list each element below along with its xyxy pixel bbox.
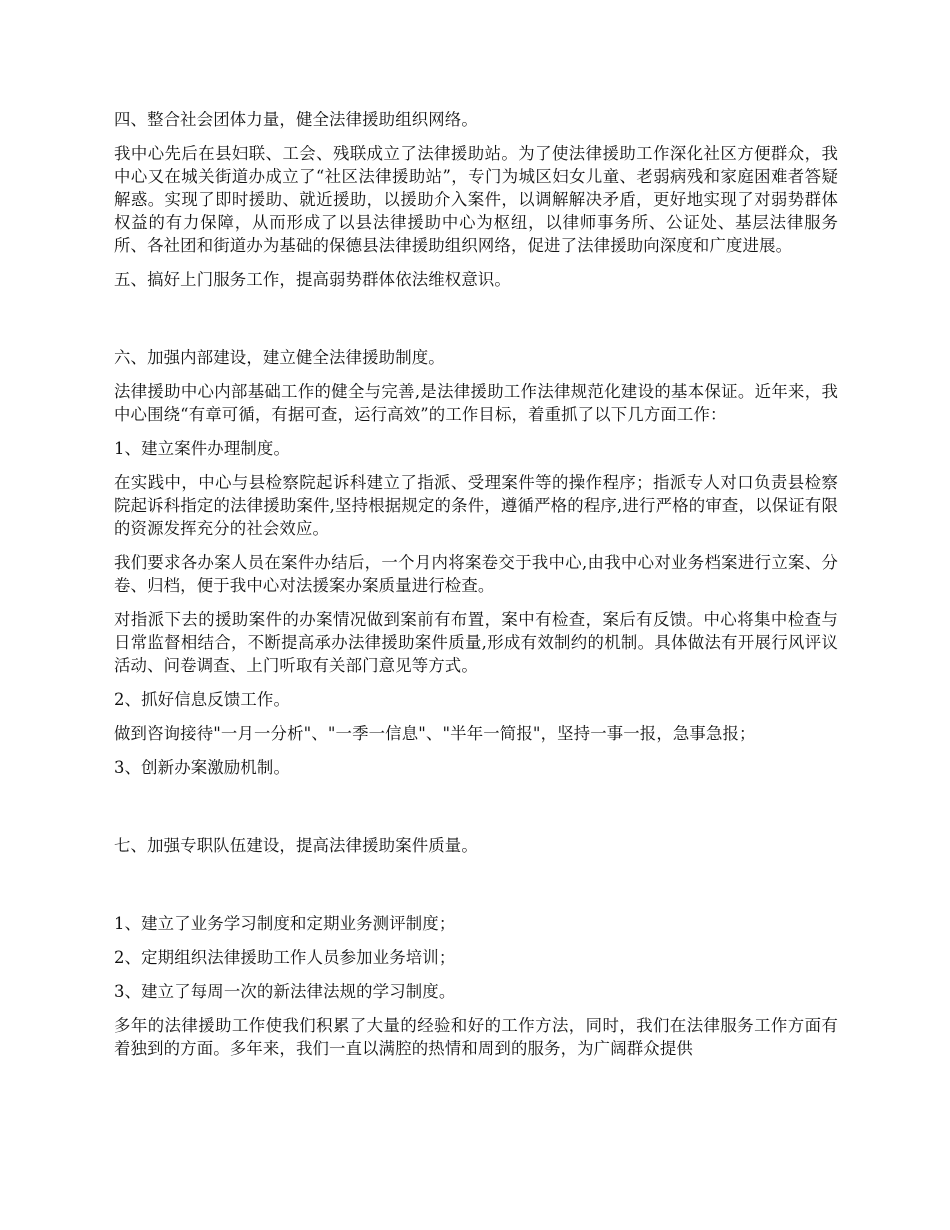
section-heading-5: 五、搞好上门服务工作，提高弱势群体依法维权意识。: [114, 270, 511, 289]
paragraph: 我们要求各办案人员在案件办结后，一个月内将案卷交于我中心,由我中心对业务档案进行立案、分卷、归档，便于我中心对法援案办案质量进行检查。: [114, 553, 838, 595]
list-item-heading: 2、抓好信息反馈工作。: [114, 690, 290, 709]
paragraph: 在实践中，中心与县检察院起诉科建立了指派、受理案件等的操作程序；指派专人对口负责县检察院起诉科指定的法律援助案件,坚持根据规定的条件，遵循严格的程序,进行严格的审查，以保证有限的资源发挥充分的社会效应。: [114, 473, 838, 538]
list-item: 2、定期组织法律援助工作人员参加业务培训；: [114, 948, 456, 967]
paragraph: 对指派下去的援助案件的办案情况做到案前有布置，案中有检查，案后有反馈。中心将集中检查与日常监督相结合，不断提高承办法律援助案件质量,形成有效制约的机制。具体做法有开展行风评议活动、问卷调查、上门听取有关部门意见等方式。: [114, 610, 838, 675]
list-item: 3、建立了每周一次的新法律法规的学习制度。: [114, 982, 456, 1001]
section-heading-7: 七、加强专职队伍建设，提高法律援助案件质量。: [114, 836, 478, 855]
paragraph: 做到咨询接待"一月一分析"、"一季一信息"、"半年一简报"，坚持一事一报，急事急报；: [114, 724, 756, 743]
document-body: [114, 108, 838, 1060]
paragraph: 法律援助中心内部基础工作的健全与完善,是法律援助工作法律规范化建设的基本保证。近年来，我中心围绕“有章可循，有据可查，运行高效”的工作目标，着重抓了以下几方面工作：: [114, 382, 838, 424]
list-item-heading: 3、创新办案激励机制。: [114, 758, 290, 777]
section-heading-4: 四、整合社会团体力量，健全法律援助组织网络。: [114, 110, 478, 129]
paragraph: 我中心先后在县妇联、工会、残联成立了法律援助站。为了使法律援助工作深化社区方便群众，我中心又在城关街道办成立了“社区法律援助站”，专门为城区妇女儿童、老弱病残和家庭困难者答疑解惑。实现了即时援助、就近援助，以援助介入案件，以调解解决矛盾，更好地实现了对弱势群体权益的有力保障，从而形成了以县法律援助中心为枢纽，以律师事务所、公证处、基层法律服务所、各社团和街道办为基础的保德县法律援助组织网络，促进了法律援助向深度和广度进展。: [114, 144, 838, 255]
list-item: 1、建立了业务学习制度和定期业务测评制度；: [114, 914, 456, 933]
list-item-heading: 1、建立案件办理制度。: [114, 439, 290, 458]
paragraph: 多年的法律援助工作使我们积累了大量的经验和好的工作方法，同时，我们在法律服务工作方面有着独到的方面。多年来，我们一直以满腔的热情和周到的服务，为广阔群众提供: [114, 1016, 838, 1058]
section-heading-6: 六、加强内部建设，建立健全法律援助制度。: [114, 348, 445, 367]
